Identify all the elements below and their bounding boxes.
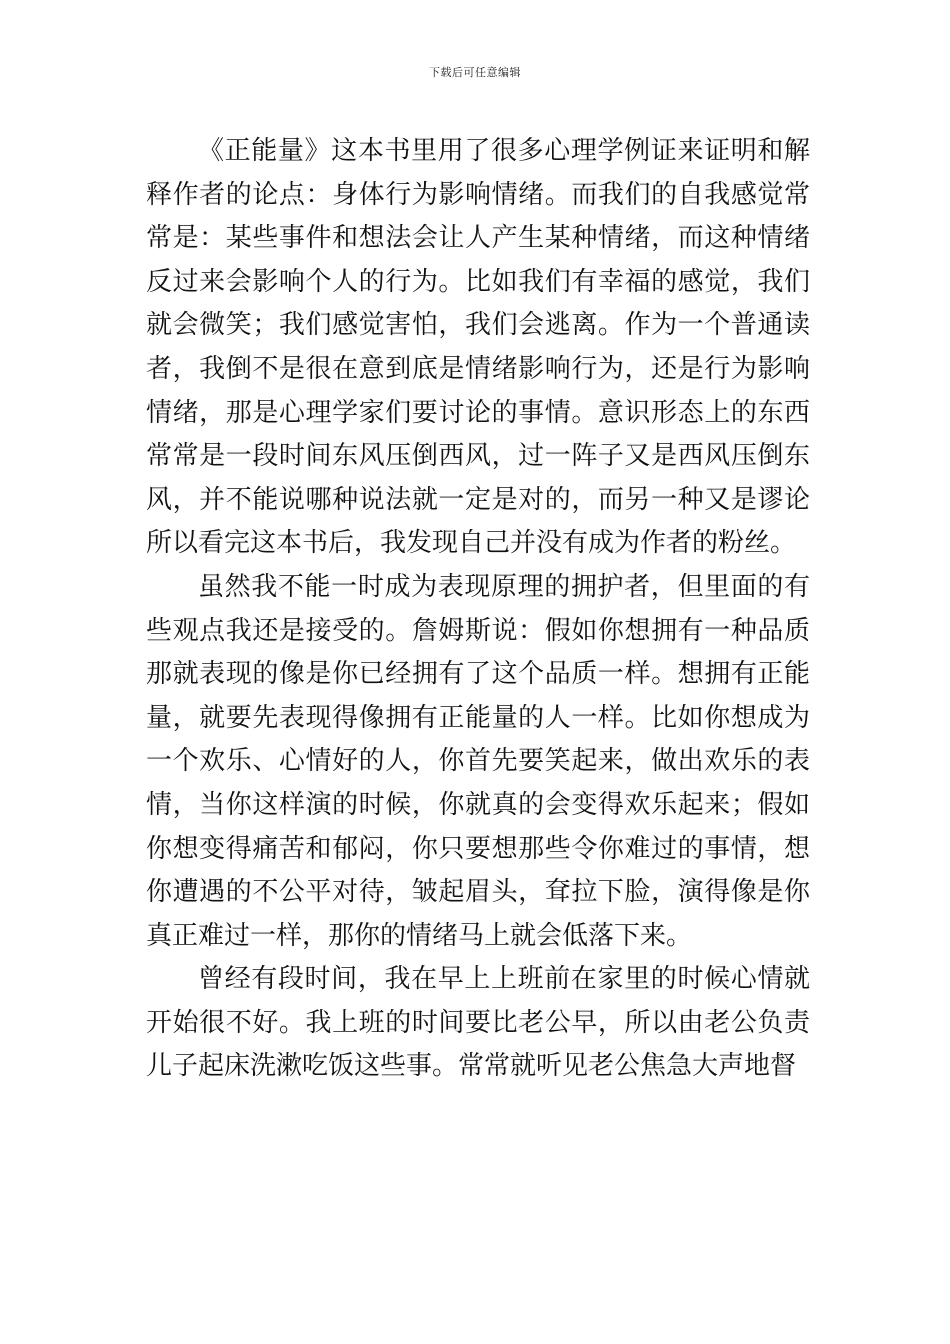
- page-header: 下载后可任意编辑: [429, 66, 521, 79]
- paragraph-1: 《正能量》这本书里用了很多心理学例证来证明和解释作者的论点：身体行为影响情绪。而我们的自我感觉常常是：某些事件和想法会让人产生某种情绪，而这种情绪反过来会影响个人的行为。比如我们有幸福的感觉，我们就会微笑；我们感觉害怕，我们会逃离。作为一个普通读者，我倒不是很在意到底是情绪影响行为，还是行为影响情绪，那是心理学家们要讨论的事情。意识形态上的东西常常是一段时间东风压倒西风，过一阵子又是西风压倒东风，并不能说哪种说法就一定是对的，而另一种又是谬论所以看完这本书后，我发现自己并没有成为作者的粉丝。: [146, 136, 810, 559]
- paragraph-3: 曾经有段时间，我在早上上班前在家里的时候心情就开始很不好。我上班的时间要比老公早，所以由老公负责儿子起床洗漱吃饭这些事。常常就听见老公焦急大声地督: [146, 964, 810, 1082]
- document-body: [146, 130, 810, 1089]
- paragraph-2: 虽然我不能一时成为表现原理的拥护者，但里面的有些观点我还是接受的。詹姆斯说：假如你想拥有一种品质那就表现的像是你已经拥有了这个品质一样。想拥有正能量，就要先表现得像拥有正能量的人一样。比如你想成为一个欢乐、心情好的人，你首先要笑起来，做出欢乐的表情，当你这样演的时候，你就真的会变得欢乐起来；假如你想变得痛苦和郁闷，你只要想那些令你难过的事情，想你遭遇的不公平对待，皱起眉头，耷拉下脸，演得像是你真正难过一样，那你的情绪马上就会低落下来。: [146, 571, 810, 951]
